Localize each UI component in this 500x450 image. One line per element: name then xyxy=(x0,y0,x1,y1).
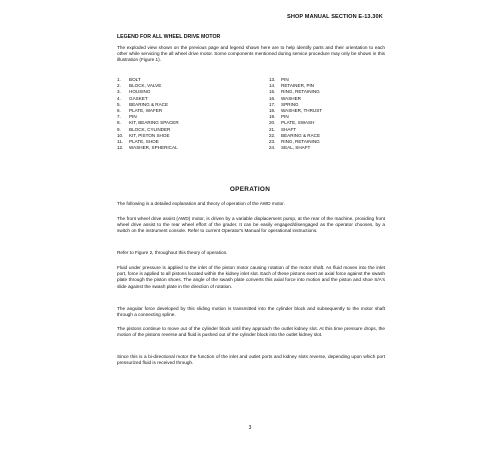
legend-item-number: 1. xyxy=(117,77,121,82)
legend-item-number: 16. xyxy=(269,95,276,101)
section-header: SHOP MANUAL SECTION E-13.30K xyxy=(287,14,383,20)
legend-item-number: 6. xyxy=(117,107,121,113)
legend-item-number: 4. xyxy=(117,95,121,101)
legend-item-number: 11. xyxy=(117,138,124,144)
legend-item-number: 13. xyxy=(269,77,276,82)
legend-item-number: 7. xyxy=(117,114,121,120)
legend-item-number: 21. xyxy=(269,126,276,132)
operation-paragraph-3: Refer to Figure 2, throughout this theory of operation. xyxy=(117,250,228,255)
legend-item-label: RING, RETAINING xyxy=(281,89,320,95)
legend-item-number: 22. xyxy=(269,132,276,138)
operation-paragraph-5: The angular force developed by this sliding motion is transmitted into the cylinder block and subsequently to the motor shaft through a connecting spline. xyxy=(117,306,385,318)
legend-item-label: HOUSING xyxy=(129,89,151,95)
legend-item-number: 19. xyxy=(269,114,276,120)
legend-title: LEGEND FOR ALL WHEEL DRIVE MOTOR xyxy=(117,34,221,40)
legend-item-label: PIN xyxy=(281,114,289,120)
legend-item-label: BLOCK, CYLINDER xyxy=(129,126,171,132)
legend-item-label: BOLT xyxy=(129,77,141,82)
legend-item-number: 8. xyxy=(117,120,121,126)
legend-item-label: BEARING & RACE xyxy=(129,101,169,107)
legend-item-label: PLATE, SHOE xyxy=(129,138,159,144)
operation-paragraph-2: The front wheel drive assist (AWD) motor, is driven by a variable displacement pump, at the rear of the machine, providing front wheel drive assist to the rear wheel effort of the grader. It can be easily engaged/disengaged as the operator chooses, by a switch on the instrument console. Refer to current Operator's Manual for operational instructions. xyxy=(117,216,385,234)
legend-item-number: 24. xyxy=(269,145,276,151)
legend-column-left xyxy=(117,77,179,151)
operation-paragraph-6: The pistons continue to move out of the cylinder block until they approach the outlet kidney slot. At this time pressure drops, the motion of the pistons reverse and fluid is pushed out of the cylinder block into the outlet kidney slot. xyxy=(117,326,385,338)
legend-item-label: PIN xyxy=(129,114,137,120)
legend-item-label: SEAL, SHAFT xyxy=(281,145,311,151)
legend-item xyxy=(117,145,179,151)
legend-item-number: 18. xyxy=(269,107,276,113)
operation-paragraph-1: The following is a detailed explanation and theory of operation of the AWD motor. xyxy=(117,201,285,206)
legend-item-label: WASHER, THRUST xyxy=(281,107,323,113)
legend-item-number: 14. xyxy=(269,83,276,89)
operation-paragraph-4: Fluid under pressure is applied to the inlet of the piston motor causing rotation of the motor shaft. As fluid moves into the inlet port, force is applied to all pistons located within the kidney inlet slot. Each of these pistons exert an axial force against the swash plate through the piston shoes. The angle of the swash plate converts this axial force into motion and the piston and shoe S/A's slide against the swash plate in the direction of rotation. xyxy=(117,265,385,289)
legend-item-label: WASHER, SPHERICAL xyxy=(129,145,178,151)
legend-item-label: SHAFT xyxy=(281,126,297,132)
legend-item-label: RETAINER, PIN xyxy=(281,83,315,89)
legend-item-number: 10. xyxy=(117,132,124,138)
legend-item-label: SPRING xyxy=(281,101,299,107)
legend-item-label: WASHER xyxy=(281,95,301,101)
legend-intro-paragraph: The exploded view shown on the previous page and legend shown here are to help identify parts and their orientation to each other while servicing the all wheel drive motor. Some components mentioned during service procedure may only be shown in this illustration (Figure 1). xyxy=(117,45,385,63)
page-number: 3 xyxy=(248,425,252,431)
legend-item xyxy=(269,145,322,151)
legend-item-number: 23. xyxy=(269,138,276,144)
legend-item-label: KIT, PISTON SHOE xyxy=(129,132,170,138)
legend-item-number: 12. xyxy=(117,145,124,151)
legend-item-label: KIT, BEARING SPACER xyxy=(129,120,179,126)
legend-item-label: PLATE, WAFER xyxy=(129,107,163,113)
legend-item-label: BLOCK, VALVE xyxy=(129,83,162,89)
legend-item-number: 15. xyxy=(269,89,276,95)
legend-item-number: 9. xyxy=(117,126,121,132)
legend-item-label: GASKET xyxy=(129,95,148,101)
operation-paragraph-7: Since this is a bi-directional motor the function of the inlet and outlet ports and kidney slots reverse, depending upon which port pressurized fluid is received through. xyxy=(117,354,385,366)
operation-title: OPERATION xyxy=(229,186,271,193)
legend-item-label: PLATE, SWASH xyxy=(281,120,315,126)
legend-item-number: 3. xyxy=(117,89,121,95)
legend-item-number: 17. xyxy=(269,101,276,107)
legend-column-right xyxy=(269,77,322,151)
legend-item-number: 5. xyxy=(117,101,121,107)
legend-item-label: PIN xyxy=(281,77,289,82)
legend-item-number: 20. xyxy=(269,120,276,126)
legend-item-label: BEARING & RACE xyxy=(281,132,321,138)
legend-item-number: 2. xyxy=(117,83,121,89)
legend-item-label: RING, RETAINING xyxy=(281,138,320,144)
